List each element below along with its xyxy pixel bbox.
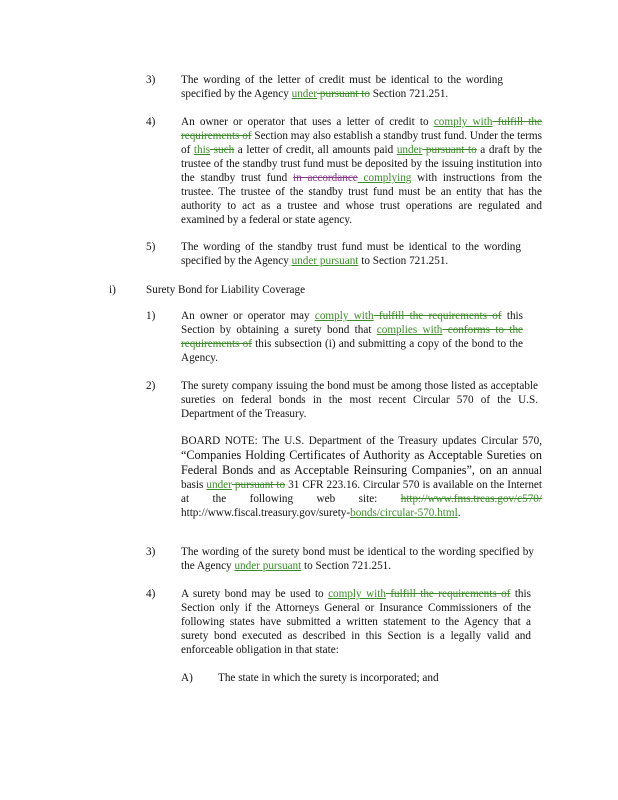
inserted-text: this (193, 144, 211, 156)
item-number: A) (181, 672, 193, 684)
paragraph: The wording of the standby trust fund must be identical to the wording specified by the Agency under pursuant to Section 721.251. (181, 241, 521, 267)
deleted-text: conforms to the requirements of (181, 324, 524, 350)
item-number: 5) (146, 241, 156, 253)
paragraph: The wording of the letter of credit must be identical to the wording specified by the Agency under pursuant to Section 721.251. (181, 74, 503, 100)
item-number: 3) (146, 546, 156, 558)
inserted-text: under (396, 144, 423, 156)
deleted-text: fulfill the requirements of (385, 588, 511, 600)
board-note: BOARD NOTE: The U.S. Department of the Treasury updates Circular 570, “Companies Holding Certificates of Authority as Acceptable Sureties on Federal Bonds and as Acceptable Reinsuring Companies”, on an annual basis under pursuant to 31 CFR 223.16. Circular 570 is available on the Internet at the following web site: http://www.fms.treas.gov/c570/ http://www.fiscal.treasury.gov/surety-bonds/circular-570.html. (181, 435, 543, 519)
paragraph: The surety company issuing the bond must be among those listed as acceptable sureties on federal bonds in the most recent Circular 570 of the U.S. Department of the Treasury. (181, 380, 538, 420)
inserted-text: pursuant (317, 255, 359, 267)
paragraph: An owner or operator may comply with fulfill the requirements of this Section by obtaining a surety bond that complies with conforms to the requirements of this subsection (i) and submitting a copy of the bond to the Agency. (181, 310, 524, 364)
deleted-text: pursuant to (422, 144, 477, 156)
item-number: 4) (146, 116, 156, 128)
inserted-text: under (291, 88, 318, 100)
paragraph: A surety bond may be used to comply with fulfill the requirements of this Section only if the Attorneys General or Insurance Commissioners of the following states have submitted a written statement to the Agency that a surety bond executed as described in this Section is a legally valid and enforceable obligation in that state: (181, 588, 531, 656)
paragraph: An owner or operator that uses a letter of credit to comply with fulfill the requirements of Section may also establish a standby trust fund. Under the terms of this such a letter of credit, all amounts paid under pursuant to a draft by the trustee of the standby trust fund must be deposited by the issuing institution into the standby trust fund in accordance complying with instructions from the trustee. The trustee of the standby trust fund must be an entity that has the authority to act as a trustee and whose trust operations are regulated and examined by a federal or state agency. (181, 116, 543, 226)
inserted-text: under (206, 479, 232, 491)
inserted-text: under (291, 255, 318, 267)
inserted-text: under (234, 560, 260, 572)
section-number: i) (109, 284, 116, 296)
deleted-text: pursuant to (231, 479, 286, 491)
deleted-url: http://www.fms.treas.gov/c570/ (400, 493, 542, 505)
deleted-text: fulfill the requirements of (181, 116, 542, 142)
item-number: 2) (146, 380, 156, 392)
section-title: Surety Bond for Liability Coverage (146, 284, 306, 296)
inserted-text: pursuant (259, 560, 302, 572)
paragraph: The state in which the surety is incorporated; and (218, 672, 439, 684)
deleted-text: such (210, 144, 235, 156)
inserted-text: complying (357, 172, 412, 184)
inserted-text: comply with (328, 588, 386, 600)
inserted-url: bonds/circular-570.html (350, 507, 458, 519)
deleted-text: pursuant to (317, 88, 370, 100)
item-number: 1) (146, 310, 156, 322)
inserted-text: complies with (376, 324, 443, 336)
item-number: 4) (146, 588, 156, 600)
inserted-text: comply with (433, 116, 493, 128)
circular-title: “Companies Holding Certificates of Authority as Acceptable Sureties on Federal Bonds and as Acceptable Reinsuring Companies”, on an (181, 448, 542, 477)
inserted-text: comply with (314, 310, 374, 322)
paragraph: The wording of the surety bond must be identical to the wording specified by the Agency under pursuant to Section 721.251. (181, 546, 534, 572)
deleted-text: fulfill the requirements of (373, 310, 502, 322)
deleted-text: in accordance (292, 172, 358, 184)
item-number: 3) (146, 74, 156, 86)
